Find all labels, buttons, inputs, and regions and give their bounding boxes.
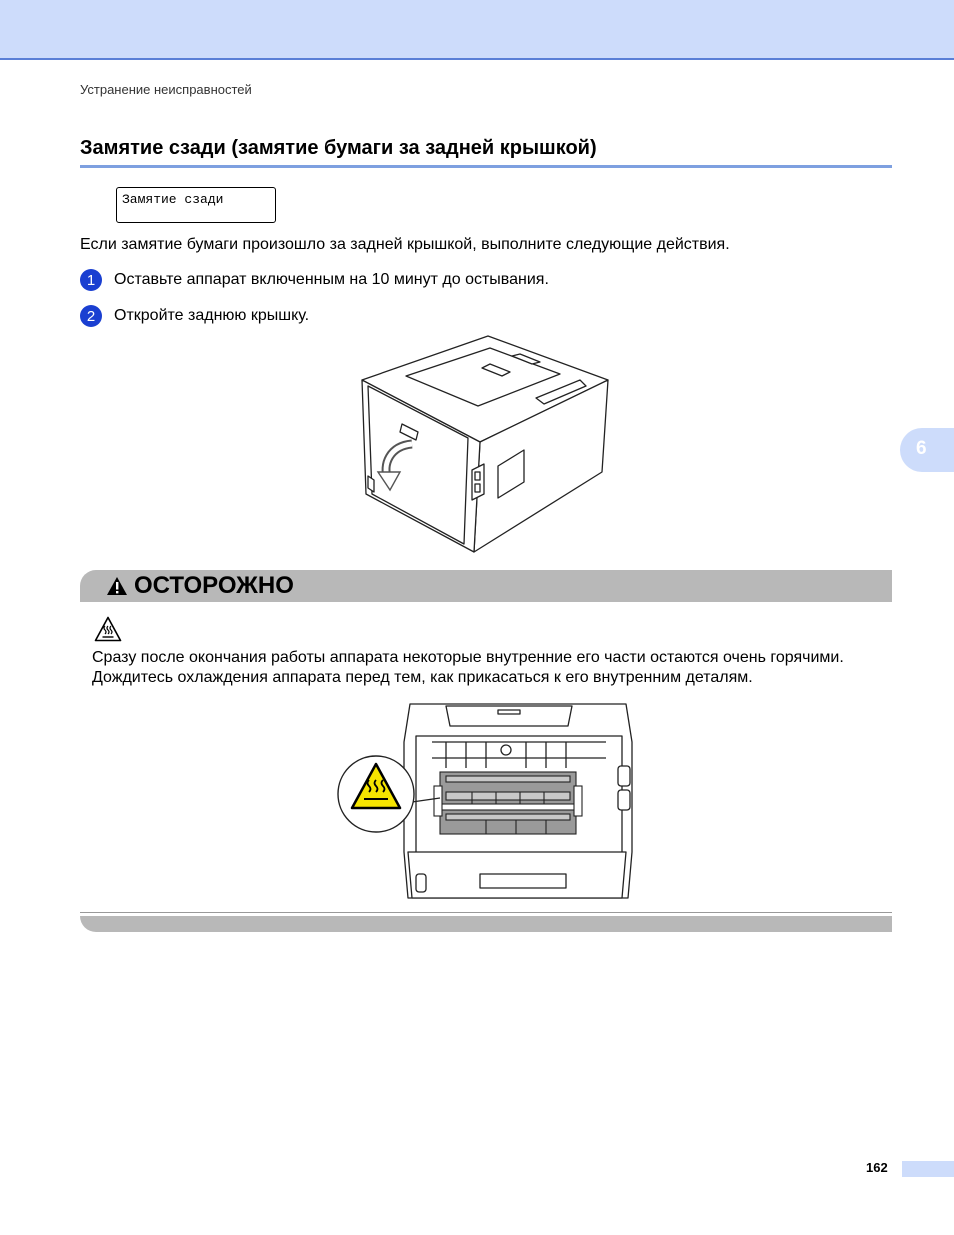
lcd-message-box xyxy=(116,187,276,223)
footer-band xyxy=(902,1161,954,1177)
hot-surface-icon xyxy=(94,616,122,642)
caution-bottom-rule xyxy=(80,912,892,913)
breadcrumb: Устранение неисправностей xyxy=(80,82,252,97)
header-band xyxy=(0,0,954,60)
step-2 xyxy=(80,305,309,327)
caution-title: ОСТОРОЖНО xyxy=(134,572,294,599)
step-number-badge: 1 xyxy=(80,269,102,291)
caution-banner xyxy=(80,570,892,602)
caution-text: Сразу после окончания работы аппарата некоторые внутренние его части остаются очень горячими. Дождитесь охлаждения аппарата перед тем, как прикасаться к его внутренним деталям. xyxy=(92,649,844,686)
lcd-message-text: Замятие сзади xyxy=(122,192,224,207)
warning-triangle-icon xyxy=(106,576,128,596)
title-divider xyxy=(80,165,892,168)
step-text: Откройте заднюю крышку. xyxy=(114,307,310,324)
intro-text: Если замятие бумаги произошло за задней крышкой, выполните следующие действия. xyxy=(80,236,730,253)
section-title: Замятие сзади (замятие бумаги за задней крышкой) xyxy=(80,137,597,159)
step-1 xyxy=(80,269,549,291)
chapter-tab xyxy=(900,428,954,472)
printer-interior-illustration xyxy=(336,702,636,902)
step-number-badge: 2 xyxy=(80,305,102,327)
page-number: 162 xyxy=(866,1160,888,1175)
caution-bottom-bar xyxy=(80,916,892,932)
chapter-number: 6 xyxy=(916,438,927,459)
step-text: Оставьте аппарат включенным на 10 минут до остывания. xyxy=(114,271,549,288)
printer-rear-cover-illustration xyxy=(360,334,612,556)
